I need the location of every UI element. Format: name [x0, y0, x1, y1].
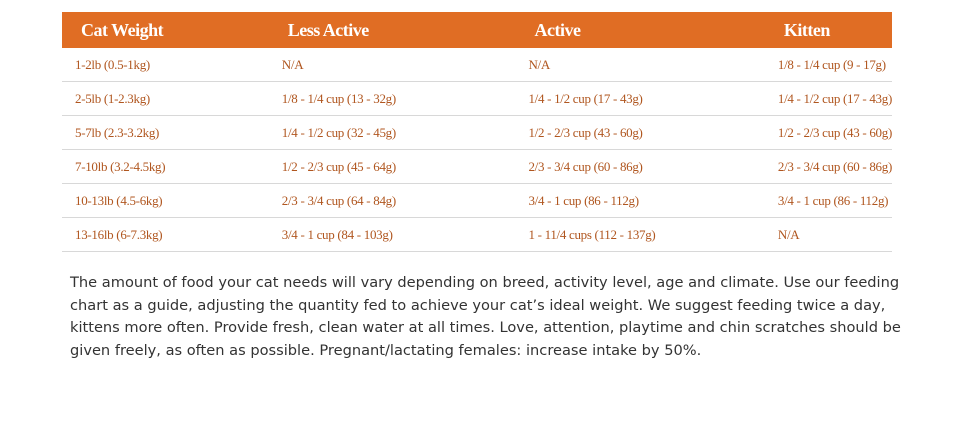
cell-active: 1/2 - 2/3 cup (43 - 60g): [515, 116, 764, 150]
table-row: [62, 218, 892, 252]
cell-less-active: 1/4 - 1/2 cup (32 - 45g): [269, 116, 516, 150]
cell-less-active: 1/2 - 2/3 cup (45 - 64g): [269, 150, 516, 184]
cell-kitten: 3/4 - 1 cup (86 - 112g): [765, 184, 892, 218]
cell-kitten: N/A: [765, 218, 892, 252]
header-cat-weight: Cat Weight: [62, 12, 269, 48]
cell-active: 1 - 11/4 cups (112 - 137g): [515, 218, 764, 252]
table-row: [62, 150, 892, 184]
table-body: [62, 48, 892, 252]
table-row: [62, 82, 892, 116]
cell-kitten: 1/2 - 2/3 cup (43 - 60g): [765, 116, 892, 150]
header-row: [62, 12, 892, 48]
feeding-chart-table: [62, 12, 892, 252]
header-less-active: Less Active: [269, 12, 516, 48]
cell-active: 2/3 - 3/4 cup (60 - 86g): [515, 150, 764, 184]
cell-active: 3/4 - 1 cup (86 - 112g): [515, 184, 764, 218]
cell-cat-weight: 10-13lb (4.5-6kg): [62, 184, 269, 218]
cell-less-active: 2/3 - 3/4 cup (64 - 84g): [269, 184, 516, 218]
cell-cat-weight: 2-5lb (1-2.3kg): [62, 82, 269, 116]
cell-cat-weight: 1-2lb (0.5-1kg): [62, 48, 269, 82]
table-header: [62, 12, 892, 48]
header-kitten: Kitten: [765, 12, 892, 48]
header-active: Active: [515, 12, 764, 48]
cell-less-active: 1/8 - 1/4 cup (13 - 32g): [269, 82, 516, 116]
feeding-description: The amount of food your cat needs will vary depending on breed, activity level, age and climate. Use our feeding chart as a guide, adjusting the quantity fed to achieve your cat’s ideal weight. We suggest feeding twice a day, kittens more often. Provide fresh, clean water at all times. Love, attention, playtime and chin scratches should be given freely, as often as possible. Pregnant/lactating females: increase intake by 50%.: [70, 274, 901, 359]
table-row: [62, 184, 892, 218]
table-row: [62, 116, 892, 150]
cell-kitten: 1/8 - 1/4 cup (9 - 17g): [765, 48, 892, 82]
cell-active: 1/4 - 1/2 cup (17 - 43g): [515, 82, 764, 116]
cell-active: N/A: [515, 48, 764, 82]
cell-cat-weight: 7-10lb (3.2-4.5kg): [62, 150, 269, 184]
cell-kitten: 2/3 - 3/4 cup (60 - 86g): [765, 150, 892, 184]
cell-kitten: 1/4 - 1/2 cup (17 - 43g): [765, 82, 892, 116]
table-row: [62, 48, 892, 82]
cell-less-active: N/A: [269, 48, 516, 82]
cell-less-active: 3/4 - 1 cup (84 - 103g): [269, 218, 516, 252]
cell-cat-weight: 13-16lb (6-7.3kg): [62, 218, 269, 252]
cell-cat-weight: 5-7lb (2.3-3.2kg): [62, 116, 269, 150]
